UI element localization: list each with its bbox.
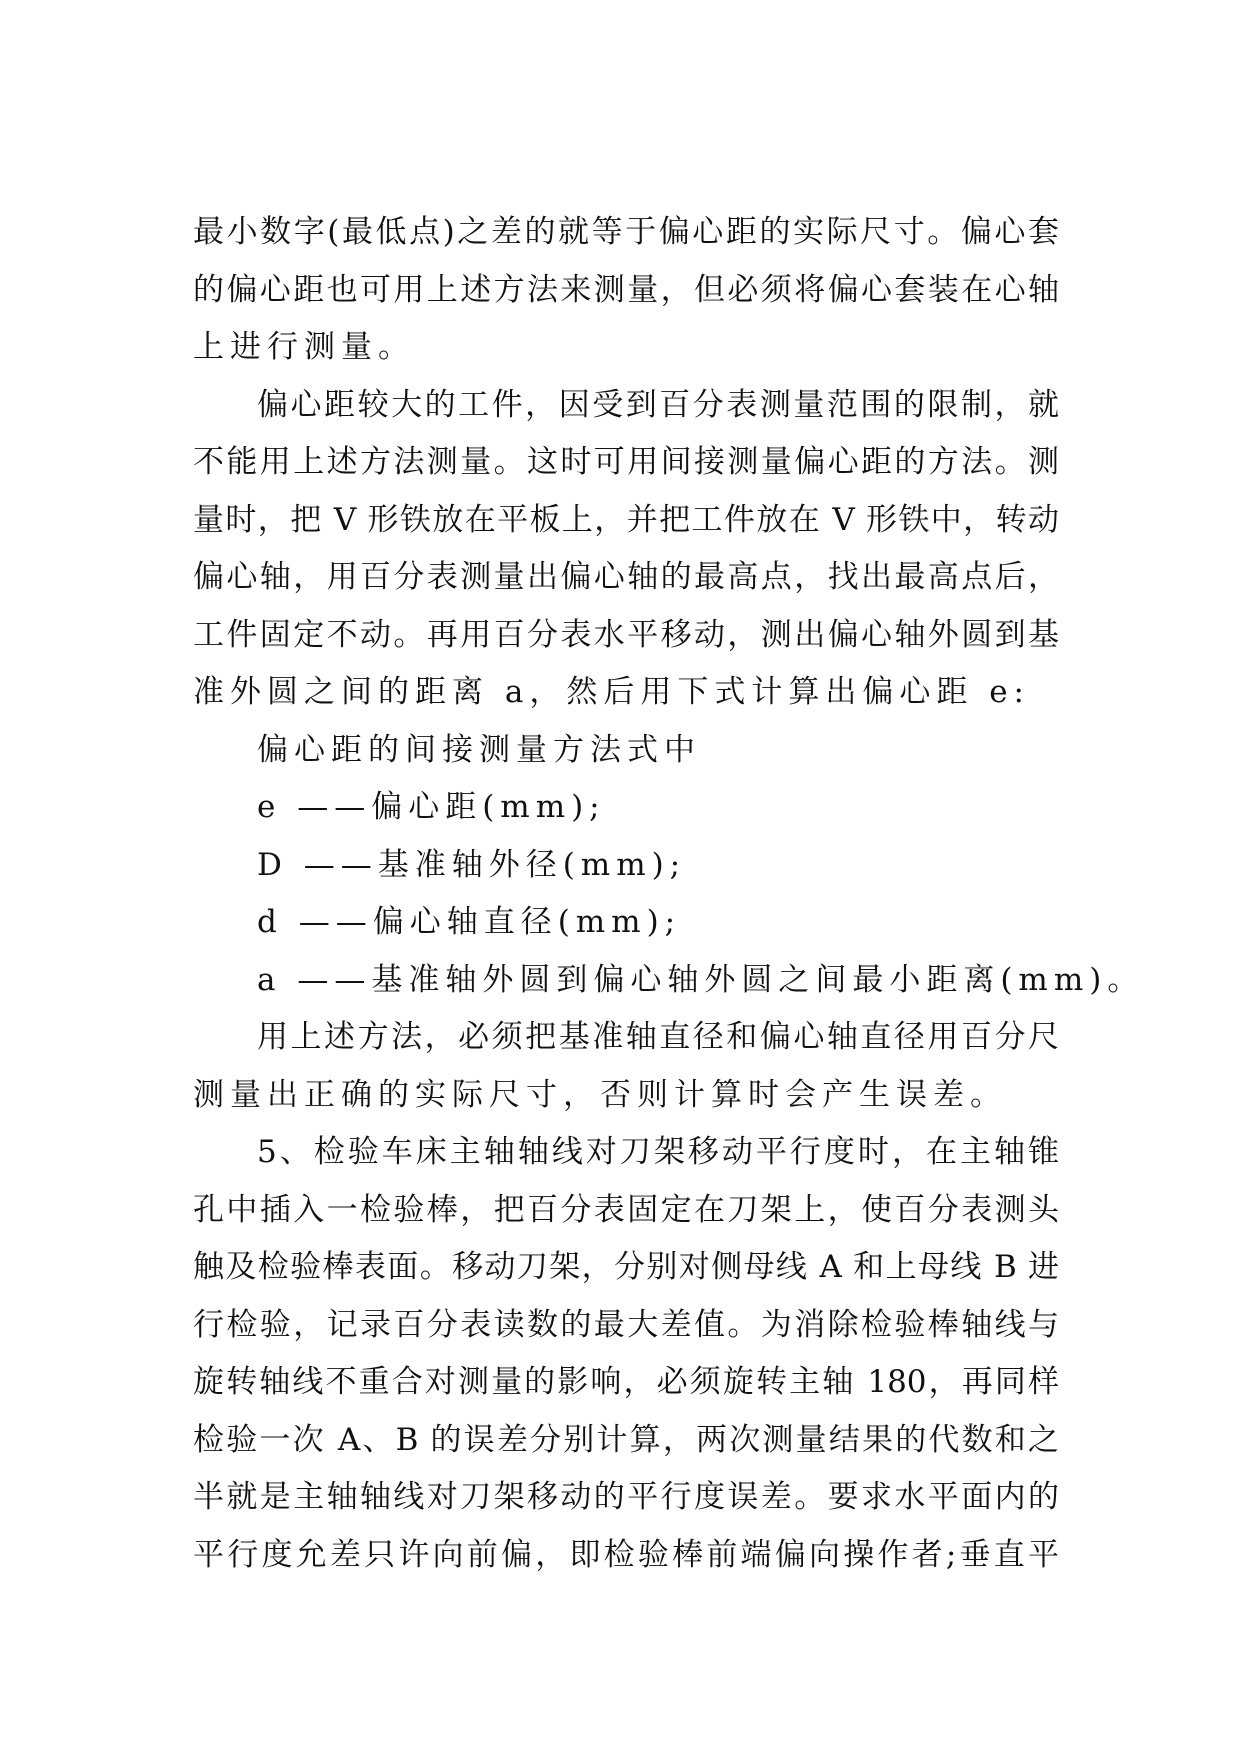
text-line: 偏心距的间接测量方法式中 (257, 731, 701, 768)
text-line: 的偏心距也可用上述方法来测量，但必须将偏心套装在心轴 (193, 271, 1059, 308)
text-line: d ——偏心轴直径(mm); (257, 904, 682, 940)
text-line: a ——基准轴外圆到偏心轴外圆之间最小距离(mm)。 (257, 961, 1145, 998)
text-line: 半就是主轴轴线对刀架移动的平行度误差。要求水平面内的 (193, 1479, 1059, 1515)
text-line: e ——偏心距(mm); (257, 789, 606, 825)
text-line: 孔中插入一检验棒，把百分表固定在刀架上，使百分表测头 (193, 1191, 1059, 1228)
text-line: 行检验，记录百分表读数的最大差值。为消除检验棒轴线与 (193, 1306, 1059, 1343)
text-line: D ——基准轴外径(mm); (257, 846, 687, 883)
text-line: 用上述方法，必须把基准轴直径和偏心轴直径用百分尺 (257, 1019, 1059, 1055)
document-body (193, 204, 1145, 1584)
text-line: 上进行测量。 (193, 329, 415, 365)
text-line: 最小数字(最低点)之差的就等于偏心距的实际尺寸。偏心套 (193, 214, 1059, 250)
text-line: 偏心距较大的工件，因受到百分表测量范围的限制，就 (257, 386, 1059, 423)
text-line: 测量出正确的实际尺寸，否则计算时会产生误差。 (193, 1076, 1007, 1113)
text-line: 量时，把 V 形铁放在平板上，并把工件放在 V 形铁中，转动 (193, 501, 1059, 538)
text-line: 5、检验车床主轴轴线对刀架移动平行度时，在主轴锥 (257, 1134, 1059, 1170)
text-line: 旋转轴线不重合对测量的影响，必须旋转主轴 180，再同样 (193, 1364, 1059, 1400)
text-line: 检验一次 A、B 的误差分别计算，两次测量结果的代数和之 (193, 1421, 1059, 1458)
text-line: 平行度允差只许向前偏，即检验棒前端偏向操作者;垂直平 (193, 1536, 1059, 1573)
text-line: 准外圆之间的距离 a，然后用下式计算出偏心距 e: (193, 674, 1030, 710)
text-line: 偏心轴，用百分表测量出偏心轴的最高点，找出最高点后， (193, 559, 1059, 595)
text-line: 工件固定不动。再用百分表水平移动，测出偏心轴外圆到基 (193, 616, 1059, 653)
text-line: 不能用上述方法测量。这时可用间接测量偏心距的方法。测 (193, 444, 1059, 480)
text-line: 触及检验棒表面。移动刀架，分别对侧母线 A 和上母线 B 进 (193, 1249, 1059, 1285)
